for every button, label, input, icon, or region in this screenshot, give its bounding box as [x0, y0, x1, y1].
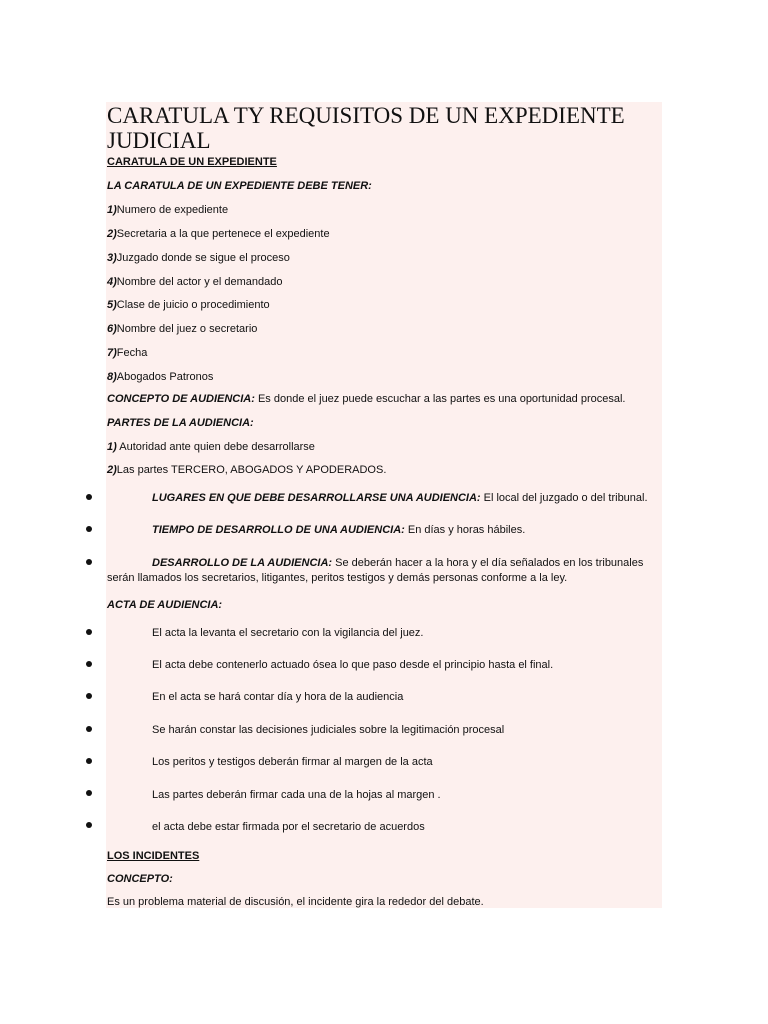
document-page: [106, 102, 662, 908]
incidentes-heading: LOS INCIDENTES: [107, 850, 200, 862]
acta-heading: ACTA DE AUDIENCIA:: [107, 599, 223, 611]
bullet-icon: [86, 758, 92, 764]
partes-item: 1) Autoridad ante quien debe desarrollarse: [107, 441, 315, 453]
acta-list-item: El acta debe contenerlo actuado ósea lo que paso desde el principio hasta el final.: [152, 659, 554, 671]
audiencia-bullet-item: LUGARES EN QUE DEBE DESARROLLARSE UNA AUDIENCIA: El local del juzgado o del tribunal.: [152, 492, 648, 504]
bullet-icon: [86, 629, 92, 635]
acta-list-item: En el acta se hará contar día y hora de la audiencia: [152, 691, 404, 703]
caratula-item: 7)Fecha: [107, 347, 148, 359]
acta-list-item: El acta la levanta el secretario con la vigilancia del juez.: [152, 627, 424, 639]
bullet-icon: [86, 790, 92, 796]
acta-list-item: el acta debe estar firmada por el secretario de acuerdos: [152, 821, 425, 833]
caratula-item: 4)Nombre del actor y el demandado: [107, 276, 283, 288]
audiencia-bullet-item: TIEMPO DE DESARROLLO DE UNA AUDIENCIA: En días y horas hábiles.: [152, 524, 526, 536]
bullet-icon: [86, 559, 92, 565]
bullet-icon: [86, 822, 92, 828]
acta-list-item: Se harán constar las decisiones judiciales sobre la legitimación procesal: [152, 724, 505, 736]
caratula-intro: LA CARATULA DE UN EXPEDIENTE DEBE TENER:: [107, 180, 372, 192]
partes-item: 2)Las partes TERCERO, ABOGADOS Y APODERADOS.: [107, 464, 387, 476]
concepto-audiencia: CONCEPTO DE AUDIENCIA: Es donde el juez puede escuchar a las partes es una oportunidad procesal.: [107, 393, 626, 405]
audiencia-bullet-item: DESARROLLO DE LA AUDIENCIA: Se deberán hacer a la hora y el día señalados en los tribunales: [152, 557, 644, 569]
bullet-icon: [86, 726, 92, 732]
caratula-item: 2)Secretaria a la que pertenece el expediente: [107, 228, 330, 240]
document-title: CARATULA TY REQUISITOS DE UN EXPEDIENTE JUDICIAL: [107, 103, 625, 153]
section-heading-caratula: CARATULA DE UN EXPEDIENTE: [107, 156, 277, 168]
caratula-item: 5)Clase de juicio o procedimiento: [107, 299, 270, 311]
partes-heading: PARTES DE LA AUDIENCIA:: [107, 417, 254, 429]
bullet-icon: [86, 526, 92, 532]
incidentes-concepto: CONCEPTO:: [107, 873, 173, 885]
caratula-item: 6)Nombre del juez o secretario: [107, 323, 258, 335]
audiencia-bullet-continuation: serán llamados los secretarios, litigantes, peritos testigos y demás personas conforme a la ley.: [107, 572, 568, 584]
acta-list-item: Las partes deberán firmar cada una de la hojas al margen .: [152, 789, 441, 801]
caratula-item: 1)Numero de expediente: [107, 204, 229, 216]
bullet-icon: [86, 693, 92, 699]
incidentes-text: Es un problema material de discusión, el incidente gira la rededor del debate.: [107, 896, 484, 908]
caratula-item: 8)Abogados Patronos: [107, 371, 214, 383]
bullet-icon: [86, 494, 92, 500]
bullet-icon: [86, 661, 92, 667]
acta-list-item: Los peritos y testigos deberán firmar al margen de la acta: [152, 756, 433, 768]
caratula-item: 3)Juzgado donde se sigue el proceso: [107, 252, 290, 264]
